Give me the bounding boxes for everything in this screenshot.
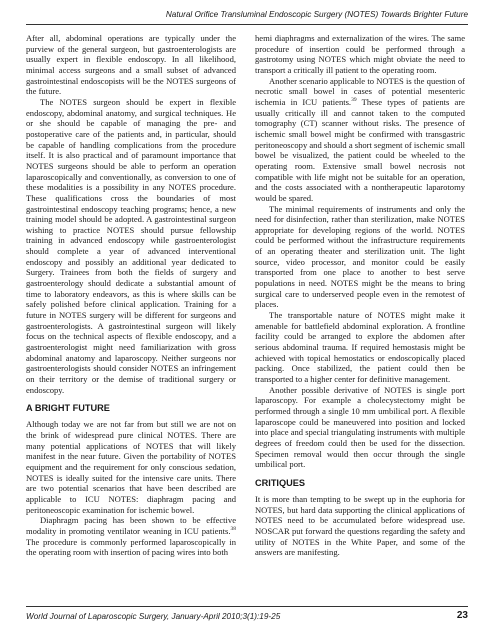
running-header: Natural Orifice Transluminal Endoscopic Surgery (NOTES) Towards Brighter Future bbox=[165, 10, 468, 19]
paragraph: After all, abdominal operations are typically under the purview of the general surgeon, but gastroenterologists are usually expert in flexible endoscopy. In all likelihood, minimal access surgeons and a small subset of advanced gastrointestinal endoscopists will be the NOTES surgeons of the future. bbox=[26, 33, 236, 97]
citation-ref: 39 bbox=[351, 97, 357, 104]
left-column bbox=[26, 33, 236, 603]
paragraph-text: Another scenario applicable to NOTES is the question of necrotic small bowel in cases of potential mesenteric ischemia in ICU patients. bbox=[255, 75, 465, 107]
page-number: 23 bbox=[456, 610, 468, 621]
paragraph: The NOTES surgeon should be expert in flexible endoscopy, abdominal anatomy, and surgical techniques. He or she should be capable of managing the pre- and postoperative care of the patients and, in particular, should be capable of handling complications from the procedure itself. It is also practical and of paramount importance that NOTES surgeons should be able to perform an operation laparoscopically and conventionally, as conversion to one of these modalities is a possibility in any NOTES procedure. These qualifications cross the boundaries of most gastrointestinal endoscopy teaching programs; hence, a new training model should be adopted. A gastrointestinal surgeon wishing to practice NOTES should pursue fellowship training in advanced endoscopy while gastroenterologist should complete a year of advanced interventional endoscopy and possibly an additional year dedicated to Surgery. Trainees from both the fields of surgery and gastroenterology should dedicate a substantial amount of time to laboratory endeavors, as this is where skills can be safely polished before clinical application. Training for a future in NOTES surgery will be different for surgeons and gastroenterologists. A gastrointestinal surgeon will likely focus on the technical aspects of flexible endoscopy, and a gastroenterologist might need familiarization with gross abdominal anatomy and laparoscopy. Neither surgeons nor gastroenterologists should consider NOTES an infringement on their territory or the demise of traditional surgery or endoscopy. bbox=[26, 96, 236, 395]
paragraph-text: The procedure is commonly performed laparoscopically in the operating room with insertion of pacing wires into both bbox=[26, 536, 236, 558]
paragraph-text: Diaphragm pacing has been shown to be effective modality in promoting ventilator weaning in ICU patients. bbox=[26, 515, 236, 536]
paragraph-text: These types of patients are usually critically ill and cannot taken to the computed tomography (CT) scanner without risks. The presence of ischemic small bowel might be confirmed with transgastric peritoneoscopy and should a short segment of ischemic small bowel be visualized, the patient could be wheeled to the operating room. Extensive small bowel necrosis not compatible with life might not be suitable for an operation, and the costs associated with a nontherapeutic laparotomy would be spared. bbox=[255, 96, 465, 203]
right-column bbox=[255, 33, 465, 603]
footer-rule bbox=[26, 606, 468, 607]
citation-ref: 38 bbox=[230, 526, 236, 533]
paragraph: Another possible derivative of NOTES is single port laparoscopy. For example a cholecystectomy might be performed through a single 10 mm umbilical port. A flexible laparoscope could be maneuvered into position and locked into place and special triangulating instruments with multiple degrees of freedom could then be used for the dissection. Specimen removal would then occur through the single umbilical port. bbox=[255, 384, 465, 470]
section-heading-bright-future: A BRIGHT FUTURE bbox=[26, 403, 110, 414]
paragraph: The minimal requirements of instruments and only the need for disinfection, rather than sterilization, make NOTES appropriate for developing regions of the world. NOTES could be performed without the infrastructure requirements of an operating theater and sterilization unit. The light source, video processor, and monitor could be easily transported from one place to another to best serve populations in need. NOTES might be the means to bring surgical care to underserved people even in the remotest of places. bbox=[255, 203, 465, 310]
section-heading-critiques: CRITIQUES bbox=[255, 477, 306, 488]
paragraph bbox=[255, 76, 465, 204]
paragraph bbox=[26, 515, 236, 558]
header-rule bbox=[26, 24, 468, 25]
footer-journal-citation: World Journal of Laparoscopic Surgery, January-April 2010;3(1):19-25 bbox=[26, 612, 281, 621]
paragraph: It is more than tempting to be swept up in the euphoria for NOTES, but hard data supporting the clinical applications of NOTES need to be accumulated before widespread use. NOSCAR put forward the questions regarding the safety and utility of NOTES in the White Paper, and some of the answers are manifesting. bbox=[255, 493, 465, 558]
paragraph: The transportable nature of NOTES might make it amenable for battlefield abdominal exploration. A frontline facility could be arranged to explore the abdomen after serious abdominal trauma. If required hemostasis might be achieved with topical hemostatics or endoscopically placed packing. Once stabilized, the patient could then be transported to a higher center for definitive management. bbox=[255, 310, 465, 384]
paragraph: Although today we are not far from but still we are not on the brink of widespread pure clinical NOTES. There are many potential applications of NOTES that will likely manifest in the near future. Given the portability of NOTES equipment and the requirement for only conscious sedation, NOTES is ideally suited for the intensive care units. There are two potential scenarios that have been described are applicable to ICU NOTES: diaphragm pacing and peritoneoscopic examination for ischemic bowel. bbox=[26, 419, 236, 515]
paragraph: hemi diaphragms and externalization of the wires. The same procedure of insertion could be performed through a gastrotomy using NOTES which might obviate the need to transport a critically ill patient to the operating room. bbox=[255, 33, 465, 75]
